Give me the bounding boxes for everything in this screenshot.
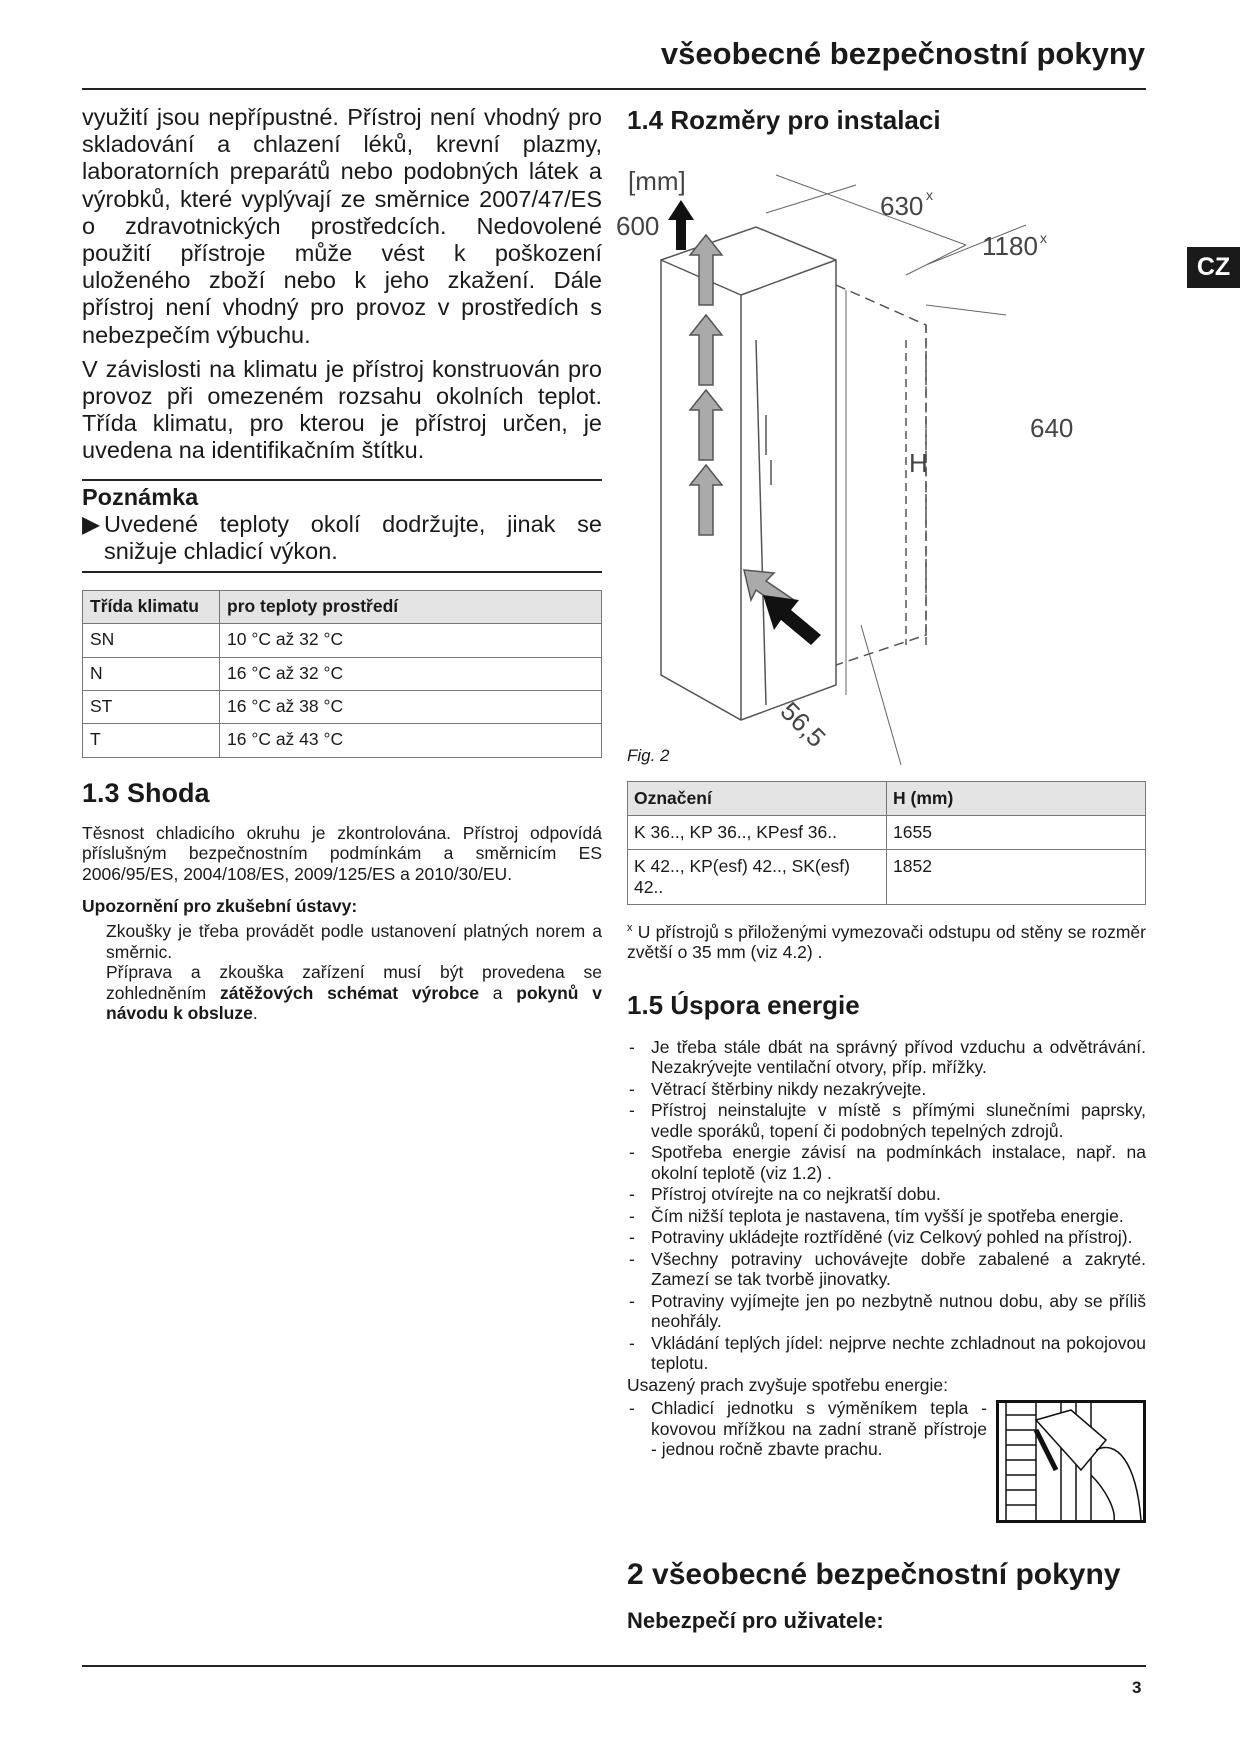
bold-text: zátěžových schémat výrobce	[219, 982, 479, 1003]
table-row	[83, 724, 602, 757]
paragraph: Těsnost chladicího okruhu je zkontrolována. Přístroj odpovídá příslušným bezpečnostním podmínkám a směrnicím ES 2006/95/ES, 2004/108/ES, 2009/125/ES a 2010/30/EU.	[82, 822, 602, 884]
cell: ST	[83, 690, 220, 723]
airflow-arrows-icon	[690, 235, 794, 610]
table-row	[628, 850, 1146, 905]
list-item: - Potraviny vyjímejte jen po nezbytně nutnou dobu, aby se příliš neohřály.	[627, 1291, 1146, 1332]
language-tab: CZ	[1187, 247, 1240, 288]
column-header: pro teploty prostředí	[220, 591, 602, 624]
column-header: Označení	[628, 782, 887, 816]
paragraph	[106, 962, 602, 1024]
text: .	[252, 1003, 258, 1024]
list-item: - Potraviny ukládejte roztříděné (viz Celkový pohled na přístroj).	[627, 1227, 1146, 1248]
fridge-outline	[661, 227, 836, 720]
dust-intro: Usazený prach zvyšuje spotřebu energie:	[627, 1374, 949, 1395]
cell: K 42.., KP(esf) 42.., SK(esf) 42..	[628, 850, 887, 905]
subheading: Nebezpečí pro uživatele:	[627, 1608, 884, 1633]
section-heading: 1.3 Shoda	[82, 777, 210, 808]
page-number: 3	[1132, 1678, 1142, 1697]
paragraph: Zkoušky je třeba provádět podle ustanovení platných norem a směrnic.	[106, 921, 602, 962]
note-item	[82, 511, 602, 565]
cell: T	[83, 724, 220, 757]
footnote-text: U přístrojů s přiloženými vymezovači odstupu od stěny se rozměr zvětší o 35 mm (viz 4.2) .	[627, 921, 1146, 963]
header-rule	[82, 88, 1146, 90]
up-arrow-icon	[668, 200, 694, 250]
paragraph: V závislosti na klimatu je přístroj konstruován pro provoz při omezeném rozsahu okolních teplot. Třída klimatu, pro kterou je přístroj určen, je uvedena na identifikačním štítku.	[82, 355, 602, 464]
dim-630: 630	[880, 191, 924, 221]
cell: 16 °C až 32 °C	[220, 657, 602, 690]
table-row	[83, 624, 602, 657]
cell: K 36.., KP 36.., KPesf 36..	[628, 816, 887, 850]
list-item: - Je třeba stále dbát na správný přívod vzduchu a odvětrávání. Nezakrývejte ventilační otvory, příp. mřížky.	[627, 1037, 1146, 1078]
energy-tips-list	[627, 1037, 1146, 1374]
cell: SN	[83, 624, 220, 657]
climate-table	[82, 590, 602, 757]
left-column	[82, 104, 602, 1024]
table-row	[83, 690, 602, 723]
note-box	[82, 479, 602, 565]
dim-600: 600	[616, 211, 660, 241]
installation-dimensions-diagram	[616, 165, 1146, 753]
cell: N	[83, 657, 220, 690]
list-item: - Chladicí jednotku s výměníkem tepla - kovovou mřížkou na zadní straně přístroje - jednou ročně zbavte prachu.	[627, 1398, 987, 1460]
height-table	[627, 781, 1146, 905]
dim-1180: 1180	[982, 231, 1038, 261]
footer-rule	[82, 1665, 1146, 1667]
table-row	[83, 657, 602, 690]
list-item: - Čím nižší teplota je nastavena, tím vyšší je spotřeba energie.	[627, 1206, 1146, 1227]
footnote	[627, 918, 1146, 963]
text: Příprava a zkouška zařízení musí být provedena se zohledněním	[106, 962, 602, 1003]
cell: 10 °C až 32 °C	[220, 624, 602, 657]
airflow-inlet-arrow-icon	[763, 595, 821, 645]
dim-H: H	[909, 448, 928, 478]
dim-56-5: 56,5	[774, 695, 832, 753]
section-heading: 1.4 Rozměry pro instalaci	[627, 105, 941, 135]
text: a	[479, 982, 517, 1003]
column-header: H (mm)	[887, 782, 1146, 816]
fridge-edge	[661, 260, 836, 720]
cell: 1655	[887, 816, 1146, 850]
section-heading: 1.5 Úspora energie	[627, 989, 860, 1020]
column-header: Třída klimatu	[83, 591, 220, 624]
note-text: Uvedené teploty okolí dodržujte, jinak se snižuje chladicí výkon.	[104, 510, 602, 564]
list-item: - Přístroj otvírejte na co nejkratší dobu.	[627, 1184, 1146, 1205]
list-item: - Přístroj neinstalujte v místě s přímými slunečními paprsky, vedle sporáků, topení či podobných tepelných zdrojů.	[627, 1100, 1146, 1141]
table-row	[628, 816, 1146, 850]
footnote-mark: x	[627, 922, 633, 934]
unit-label: [mm]	[628, 166, 686, 196]
list-item: - Spotřeba energie závisí na podmínkách instalace, např. na okolní teplotě (viz 1.2) .	[627, 1142, 1146, 1183]
figure-caption: Fig. 2	[627, 746, 670, 765]
list-item: - Větrací štěrbiny nikdy nezakrývejte.	[627, 1079, 1146, 1100]
cell: 1852	[887, 850, 1146, 905]
triangle-bullet-icon: ▶	[82, 510, 101, 537]
note-title: Poznámka	[82, 483, 199, 510]
subheading: Upozornění pro zkušební ústavy:	[82, 896, 358, 917]
section-heading: 2 všeobecné bezpečnostní pokyny	[627, 1558, 1121, 1591]
page-header-title: všeobecné bezpečnostní pokyny	[660, 36, 1145, 71]
dim-630-sup: x	[926, 187, 933, 203]
cell: 16 °C až 43 °C	[220, 724, 602, 757]
list-item: - Všechny potraviny uchovávejte dobře zabalené a zakryté. Zamezí se tak tvorbě jinovatky.	[627, 1249, 1146, 1290]
table-header-row	[628, 782, 1146, 816]
cleaning-brush-illustration	[996, 1400, 1146, 1523]
table-header-row	[83, 591, 602, 624]
cell: 16 °C až 38 °C	[220, 690, 602, 723]
list-item: - Vkládání teplých jídel: nejprve nechte zchladnout na pokojovou teplotu.	[627, 1333, 1146, 1374]
dim-1180-sup: x	[1040, 230, 1047, 246]
dim-640: 640	[1030, 413, 1074, 443]
paragraph: využití jsou nepřípustné. Přístroj není vhodný pro skladování a chlazení léků, krevní plazmy, laboratorních preparátů nebo podobných látek a výrobků, které vyplývají ze směrnice 2007/47/ES o zdravotnických prostředcích. Nedovolené použití přístroje může vést k poškození uloženého zboží nebo k jeho zkažení. Dále přístroj není vhodný pro provoz v prostředích s nebezpečím výbuchu.	[82, 104, 602, 348]
bold-text: pokynů v návodu k obsluze	[106, 982, 602, 1024]
